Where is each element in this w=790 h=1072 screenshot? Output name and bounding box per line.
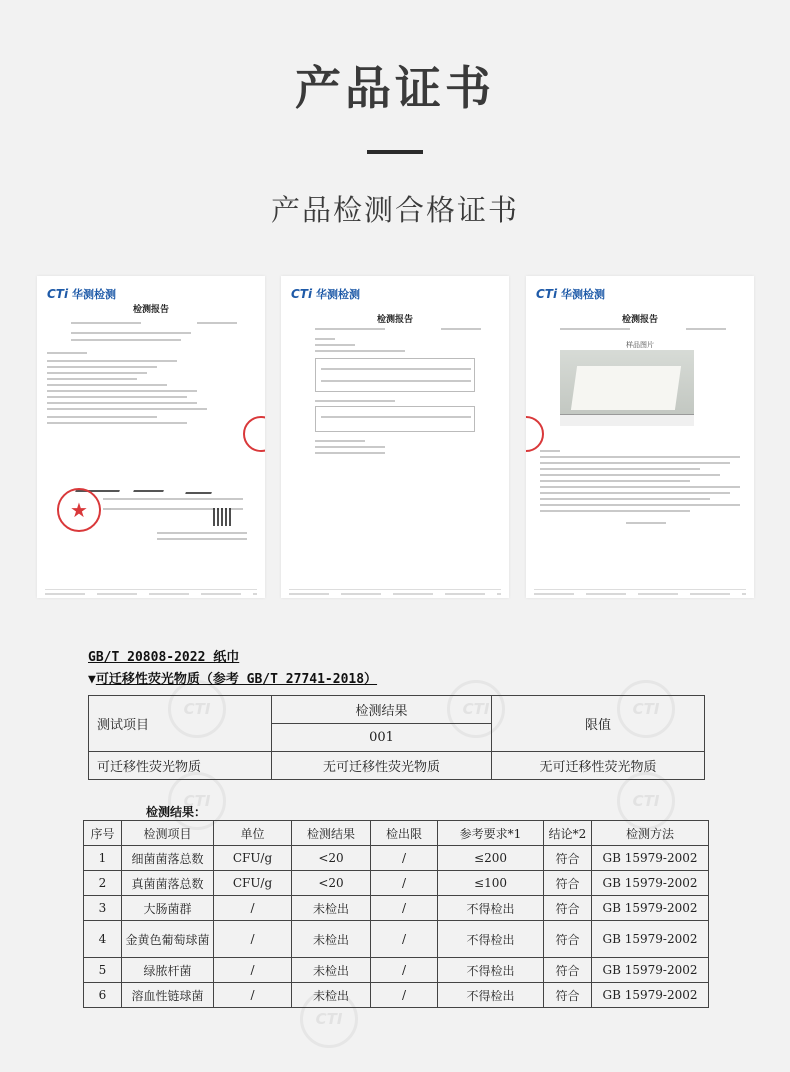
header-cell: 序号 [84,821,122,846]
col-test-item: 测试项目 [89,696,272,752]
cti-watermark: CTI [300,990,358,1048]
qr-code [213,508,231,526]
table-row: 5 绿脓杆菌 / 未检出 / 不得检出 符合 GB 15979-2002 [84,958,709,983]
cti-watermark: CTI [168,680,226,738]
standard-item: ▼可迁移性荧光物质（参考 GB/T 27741-2018） [88,672,378,687]
results-table [83,820,709,1008]
header-cell: 结论*2 [544,821,592,846]
header-cell: 检测方法 [592,821,709,846]
col-limit: 限值 [492,696,705,752]
table-header-row [84,821,709,846]
cti-logo: CTi 华测检测 [291,287,360,301]
fluorescence-table [88,695,705,780]
header-cell: 参考要求*1 [438,821,544,846]
page-subtitle: 产品检测合格证书 [270,193,519,227]
seam-stamp [526,416,544,452]
header-cell: 检测结果 [292,821,371,846]
cti-watermark: CTI [168,772,226,830]
report-thumbnail-3[interactable] [526,276,754,598]
cti-watermark: CTI [617,680,675,738]
table-row: 可迁移性荧光物质 无可迁移性荧光物质 无可迁移性荧光物质 [89,752,705,780]
report-title: 检测报告 [132,305,169,315]
sample-image-label: 样品图片 [626,341,654,349]
title-divider [367,150,423,154]
sample-photo [560,350,694,426]
report-thumbnail-1[interactable] [37,276,265,598]
cti-logo: CTi 华测检测 [536,287,605,301]
table-row: 1 细菌菌落总数 CFU/g <20 / ≤200 符合 GB 15979-2002 [84,846,709,871]
table-row: 6 溶血性链球菌 / 未检出 / 不得检出 符合 GB 15979-2002 [84,983,709,1008]
cti-logo: CTi 华测检测 [47,287,116,301]
col-result: 检测结果 [272,696,492,724]
header-cell: 单位 [214,821,292,846]
report-title: 检测报告 [621,315,658,325]
results-label: 检测结果： [146,805,207,819]
table-row: 2 真菌菌落总数 CFU/g <20 / ≤100 符合 GB 15979-2002 [84,871,709,896]
page-title: 产品证书 [295,61,495,115]
table-row: 4 金黄色葡萄球菌 / 未检出 / 不得检出 符合 GB 15979-2002 [84,921,709,958]
table-row: 3 大肠菌群 / 未检出 / 不得检出 符合 GB 15979-2002 [84,896,709,921]
cti-watermark: CTI [447,680,505,738]
header-cell: 检测项目 [122,821,214,846]
inspection-stamp: ★ [57,488,101,532]
cti-watermark: CTI [617,772,675,830]
col-sample: 001 [272,724,492,752]
report-thumbnail-2[interactable] [281,276,509,598]
seam-stamp [243,416,265,452]
standard-name: GB/T 20808-2022 纸巾 [88,650,240,665]
report-title: 检测报告 [376,315,413,325]
header-cell: 检出限 [371,821,438,846]
